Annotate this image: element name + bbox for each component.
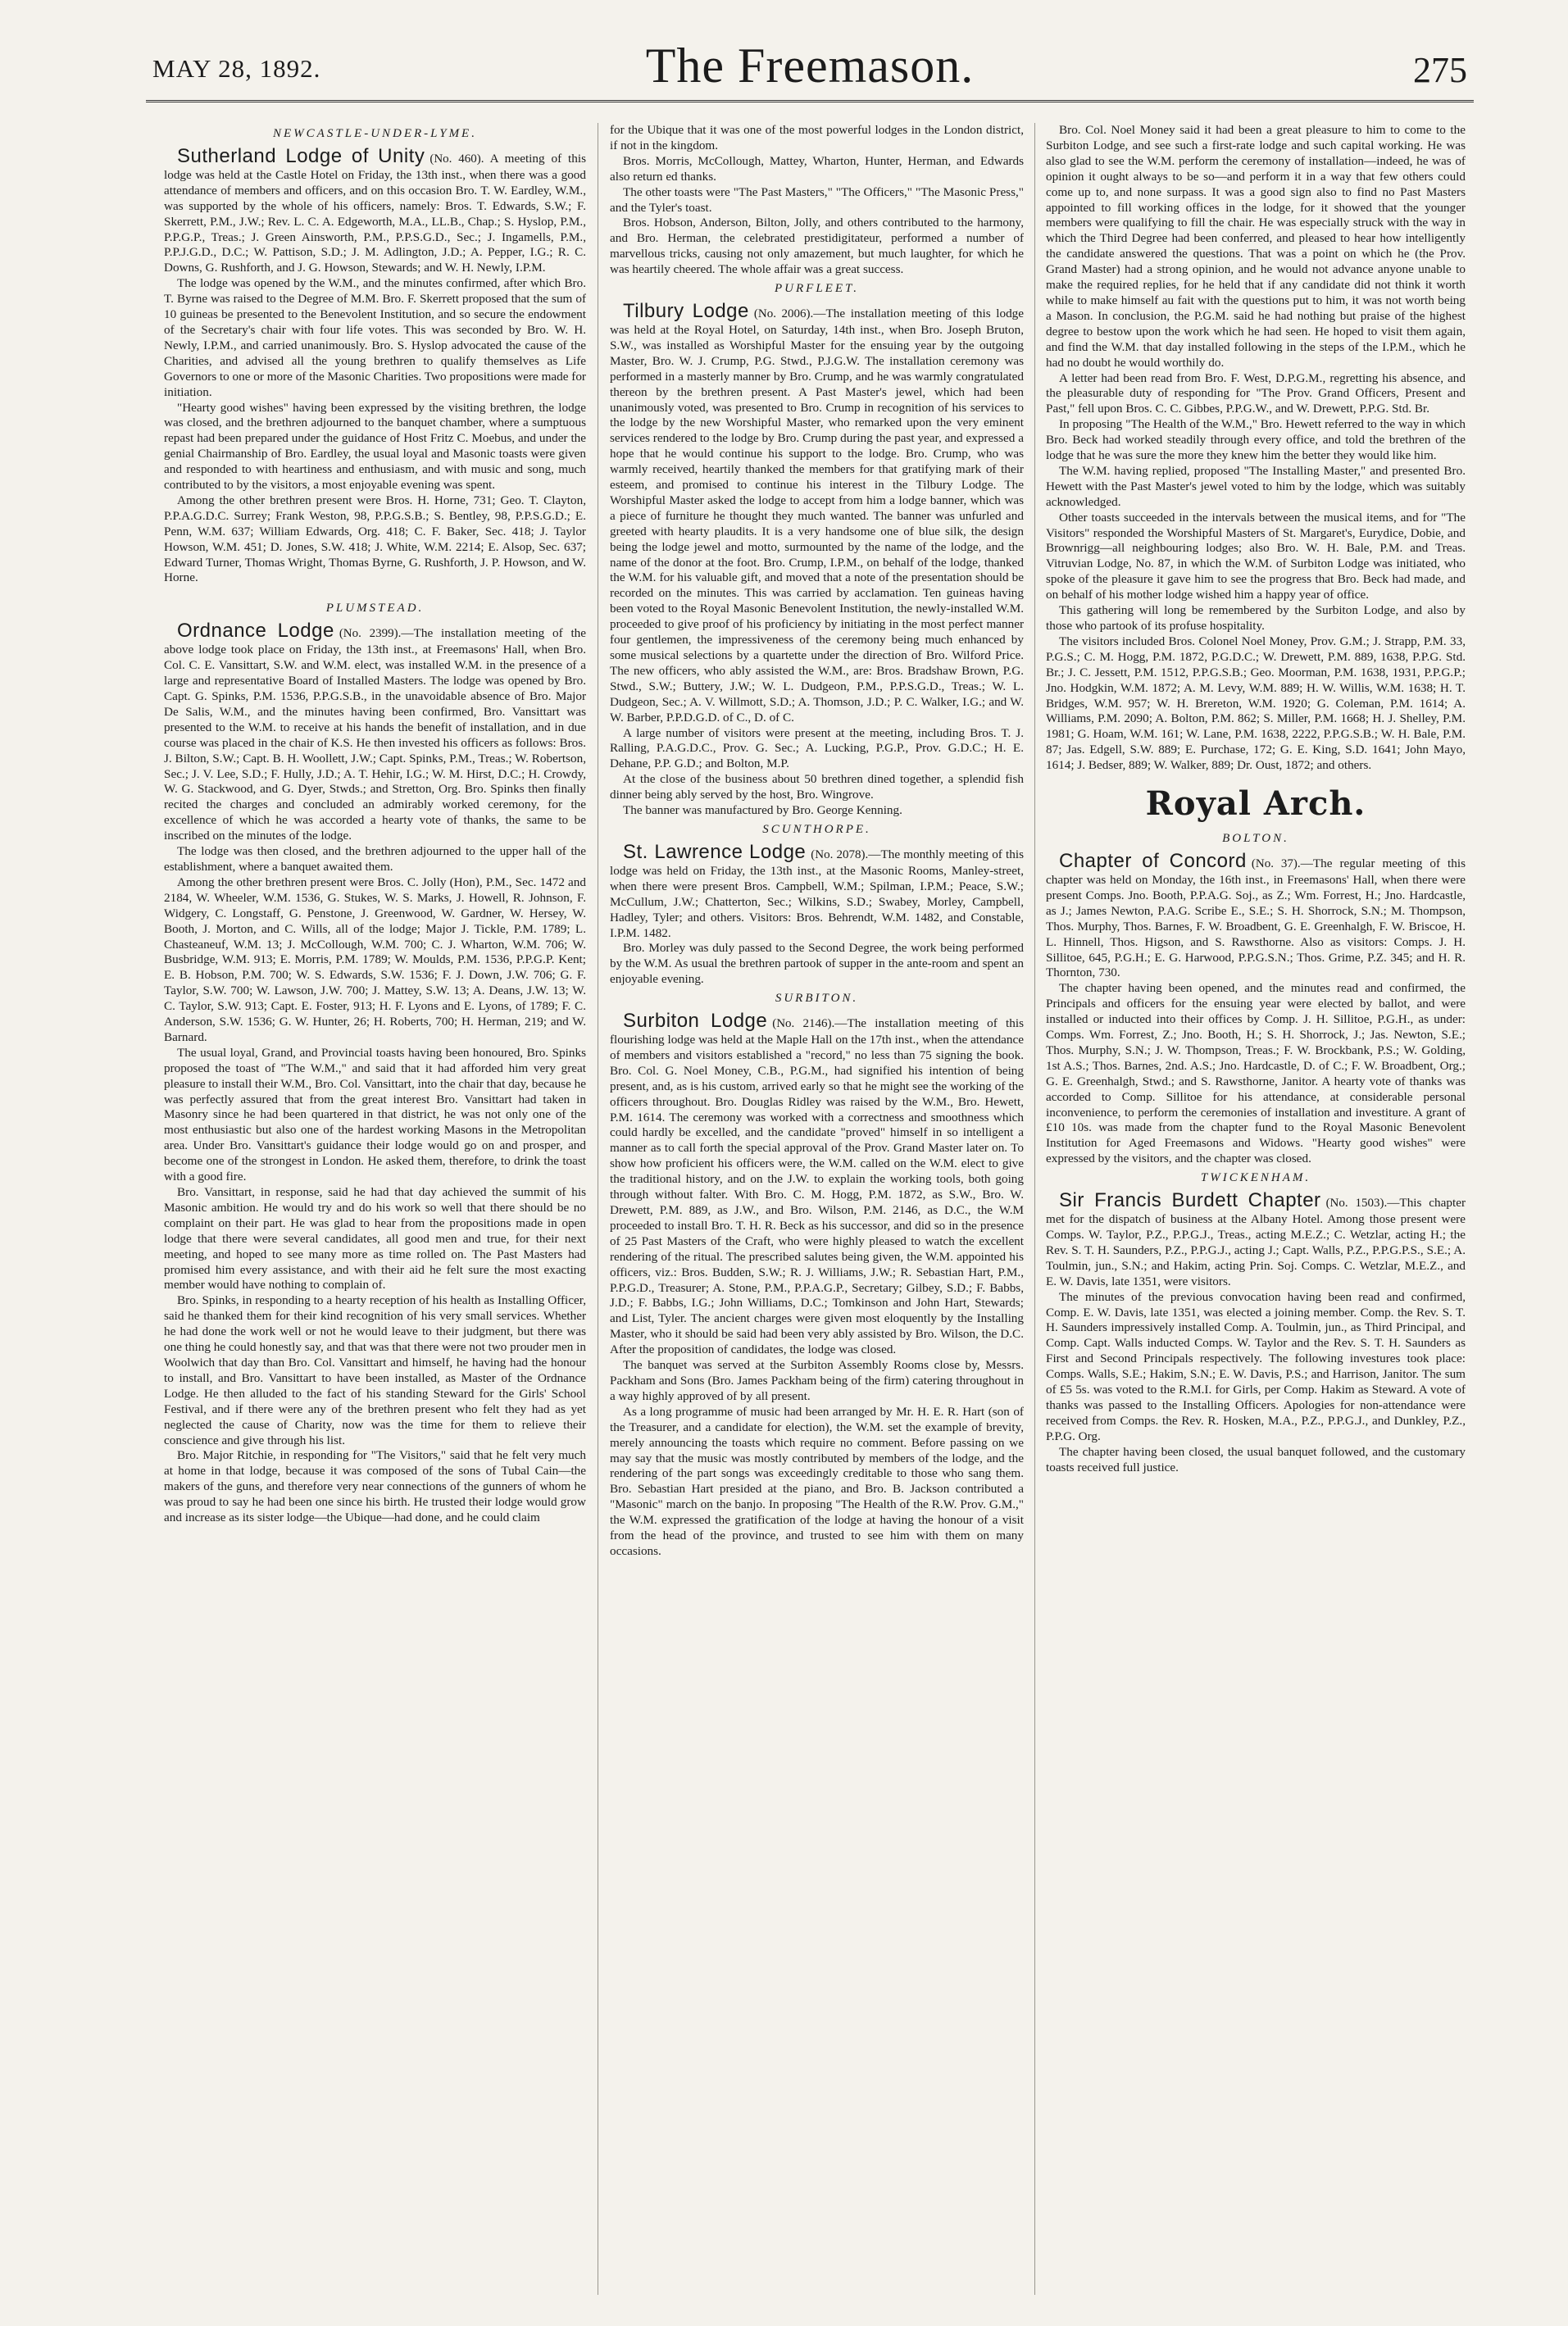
place-heading: TWICKENHAM. xyxy=(1200,1171,1311,1185)
chapter-heading: Sir Francis Burdett Chapter xyxy=(1059,1189,1321,1212)
article-text: —The regular meeting of this chapter was held on Monday, the 16th inst., in Freemasons' Hall, when there were present Comps. Jno. Booth, P.P.A.G. Soj., as Z.; Wm. Forrest, H.; Jno. Hardcastle, as J.; James Newton, P.A.G. Scribe E., S.E.; S. H. Shorrock, S.N.; M. Thompson, Thos. Murphy, Thos. Barnes, F. W. Broadbent, G. E. Greenhalgh, F. W. Briscoe, H. L. Hinnell, Thos. Higson, and S. Rawsthorne. Also as visitors: Comps. J. H. Sillitoe, 645, P.G.H.; E. G. Harwood, P.P.G.S.N.; Thos. Grime, P.Z. 345; and H. R. Thornton, 730. xyxy=(1046,856,1466,980)
lodge-number: (No. 2146). xyxy=(772,1017,835,1031)
place-heading: PLUMSTEAD. xyxy=(325,602,425,616)
place-heading: PURFLEET. xyxy=(775,282,859,296)
article-paragraph: The chapter having been opened, and the minutes read and confirmed, the Principals and officers for the ensuing year were elected by ballot, and were installed or inducted into their offices by Comp. J. H. Sillitoe, P.G.H., as under: Comps. Wm. Forrest, Z.; Jno. Booth, H.; S. H. Shorrock, J.; Jas. Newton, S.E.; Thos. Murphy, S.N.; J. W. Thompson, Treas.; F. W. Brockbank, P.S.; W. Golding, 1st A.S.; Thos. Barnes, 2nd. A.S.; Jno. Hardcastle, D. of C.; F. W. Broadbent, Org.; G. E. Greenhalgh, Stwd.; and S. Rawsthorne, Janitor. A hearty vote of thanks was accorded to Comp. Sillitoe for his attendance, at considerable personal inconvenience, to perform the ceremonies of installation and investiture. A grant of £10 10s. was made from the chapter fund to the Royal Masonic Benevolent Institution for Aged Freemasons and Widows. "Hearty good wishes" were expressed by the visitors, and the chapter was closed. xyxy=(1046,981,1466,1166)
article-paragraph xyxy=(610,841,1024,942)
article-paragraph: The visitors included Bros. Colonel Noel Money, Prov. G.M.; J. Strapp, P.M. 33, P.G.S.; C. M. Hogg, P.M. 1872, P.G.D.C.; W. Drewett, P.M. 889, 1638, P.P.G. Std. Br.; J. C. Jessett, P.M. 1512, P.P.G.S.B.; Geo. Moorman, P.M. 1638, 1931, P.P.G.P.; Jno. Hodgkin, W.M. 1872; A. M. Levy, W.M. 889; H. W. Willis, W.M. 1638; H. T. Bridges, W.M. 957; W. H. Brereton, W.M. 1920; G. Coleman, P.M. 1614; A. Williams, P.M. 2090; A. Bolton, P.M. 862; S. Miller, P.M. 1668; H. J. Shelley, P.M. 1981; G. Hoam, W.M. 161; W. Lane, P.M. 1638, 2222, P.P.G.S.B.; W. H. Bale, P.M. 87; Jas. Edgell, S.W. 889; E. Purchase, 172; G. E. King, S.D. 1641; John Mayo, 1614; J. Bedser, 889; W. Walker, 889; Dr. Oust, 1872; and others. xyxy=(1046,634,1466,773)
article-paragraph: The usual loyal, Grand, and Provincial toasts having been honoured, Bro. Spinks proposed the toast of "The W.M.," and said that it had afforded him very great pleasure to install their W.M., Bro. Col. Vansittart, into the chair that day, because he was perfectly assured that from the great interest Bro. Vansittart had taken in Masonry since he had been quartered in that district, he was not only one of the most enthusiastic but also one of the hardest working Masons in the Metropolitan area. Under Bro. Vansittart's guidance their lodge would go on and prosper, and become one of the strongest in London. He asked them, therefore, to drink the toast with a good fire. xyxy=(164,1045,586,1184)
article-paragraph: Among the other brethren present were Bros. C. Jolly (Hon), P.M., Sec. 1472 and 2184, W. Wheeler, W.M. 1536, G. Stukes, W. S. Marks, J. Howell, R. Johnson, F. Widgery, C. Longstaff, G. Penstone, J. Greenwood, W. Gardner, W. Hersey, W. Booth, J. Morton, and C. Wills, all of the lodge; Major J. Tickle, P.M. 1789; L. Chasteaneuf, W.M. 13; J. McCollough, W.M. 700; C. J. Wharton, W.M. 706; W. Busbridge, W.M. 913; E. Morris, P.M. 1789; W. Moulds, P.M. 1536, P.P.G.P. Kent; E. B. Hobson, P.M. 700; W. S. Edwards, S.W. 1536; F. J. Down, J.W. 706; G. F. Taylor, S.W. 700; W. Lawson, J.W. 700; J. Mattey, S.W. 13; A. Deans, J.W. 13; W. C. Taylor, S.W. 913; Capt. E. Foster, 913; H. F. Lyons and E. Lyons, of 1789; F. C. Anderson, S.W. 1536; G. W. Hunter, 26; H. Roberts, 700; H. Herman, 219; and W. Barnard. xyxy=(164,875,586,1044)
lodge-number: (No. 2078). xyxy=(811,847,869,861)
place-heading: SCUNTHORPE. xyxy=(762,822,871,836)
article-paragraph: Bros. Morris, McCollough, Mattey, Wharton, Hunter, Herman, and Edwards also return ed thanks. xyxy=(610,153,1024,184)
article-paragraph xyxy=(1046,850,1466,981)
chapter-number: (No. 37). xyxy=(1251,856,1301,870)
column-1 xyxy=(164,123,586,2295)
article-paragraph: Bro. Morley was duly passed to the Second Degree, the work being performed by the W.M. As usual the brethren partook of supper in the ante-room and spent an enjoyable evening. xyxy=(610,941,1024,987)
article-paragraph: Bro. Major Ritchie, in responding for "The Visitors," said that he felt very much at home in that lodge, because it was composed of the sons of Tubal Cain—the makers of the guns, and therefore very near connections of the gunners of whom he was proud to say he had been one since his birth. He trusted their lodge would grow and increase as its sister lodge—the Ubique—had done, and he could claim xyxy=(164,1448,586,1525)
article-text: A meeting of this lodge was held at the Castle Hotel on Friday, the 13th inst., when there was a good attendance of members and officers, and on this occasion Bro. T. W. Eardley, W.M., was supported by the whole of his officers, namely: Bros. T. Edwards, S.W.; F. Skerrett, P.M., J.W.; Rev. L. C. A. Edgeworth, M.A., LL.B., Chap.; S. Hyslop, P.M., P.P.G.P., Treas.; J. Green Ainsworth, P.M., P.P.S.G.D., Sec.; J. Ingamells, P.M., P.P.J.G.D., D.C.; W. Pattison, S.D.; J. M. Adlington, J.D.; A. Pepper, I.G.; R. C. Downs, G. Rushforth, and J. G. Howson, Stewards; and W. H. Newly, I.P.M. xyxy=(164,151,586,275)
article-paragraph xyxy=(610,300,1024,726)
article-paragraph: Bro. Vansittart, in response, said he had that day achieved the summit of his Masonic ambition. He would try and do his work so well that there should be no complaint on their part. He was glad to hear from the propositions made in open lodge that there were several candidates, all good men and true, for their next meeting, and hoped to see many more as time rolled on. The Past Masters had promised him every assistance, and with their aid he felt sure the most exacting member would have nothing to complain of. xyxy=(164,1185,586,1292)
lodge-heading: Tilbury Lodge xyxy=(623,299,749,322)
column-rule xyxy=(1034,123,1035,2295)
article-paragraph: The lodge was then closed, and the brethren adjourned to the upper hall of the establishment, where a banquet awaited them. xyxy=(164,844,586,874)
article-paragraph: Other toasts succeeded in the intervals between the musical items, and for "The Visitors" responded the Worshipful Masters of St. Margaret's, Eurydice, Dobie, and Brownrigg—all neighbouring lodges; also Bro. W. H. Bale, P.M. and Treas. Vitruvian Lodge, No. 87, in which the W.M. of Surbiton Lodge was initiated, who spoke of the pleasure it gave him to see the progress that Bro. Beck had made, and on behalf of his mother lodge wished him a happy year of office. xyxy=(1046,510,1466,602)
article-paragraph: The other toasts were "The Past Masters," "The Officers," "The Masonic Press," and the Tyler's toast. xyxy=(610,184,1024,215)
article-paragraph: This gathering will long be remembered by the Surbiton Lodge, and also by those who partook of its profuse hospitality. xyxy=(1046,603,1466,633)
article-text: —The installation meeting of this lodge was held at the Royal Hotel, on Saturday, 14th inst., when Bro. Joseph Bruton, S.W., was installed as Worshipful Master for the ensuing year by the outgoing Master, Bro. W. J. Crump, P.G. Stwd., P.J.G.W. The installation ceremony was performed in a masterly manner by Bro. Crump, and he was warmly congratulated thereon by the brethren present. A Past Master's jewel, which had been unanimously voted, was presented to Bro. Crump in recognition of his services to the lodge by the new Worshipful Master, who remarked upon the very eminent services rendered to the lodge by Bro. Crump during the past year, and expressed a hope that he would continue his support to the lodge. Bro. Crump, who was warmly received, heartily thanked the members for that gratifying mark of their esteem, and promised to continue his interest in the Tilbury Lodge. The Worshipful Master asked the lodge to accept from him a lodge banner, which was a piece of furniture he thought they much wanted. The banner was unfurled and greeted with hearty plaudits. It is a very handsome one of blue silk, the design being the lodge jewel and motto, surmounted by the name of the lodge, and the name of the donor at the foot. Bro. Crump, I.P.M., on behalf of the lodge, thanked the W.M. for his valuable gift, and moved that a note of the presentation should be recorded on the minutes. This was carried by acclamation. Ten guineas having been voted to the Royal Masonic Benevolent Institution, the newly-installed W.M. proceeded to give proof of his proficiency by initiating in the most perfect manner four gentlemen, the impressiveness of the ceremony being much enhanced by some musical selections by a quartette under the direction of Bro. Wilford Price. The new officers, who ably assisted the W.M., are: Bros. Bradshaw Brown, P.G. Stwd., S.W.; Buttery, J.W.; W. L. Dudgeon, P.M., P.P.S.G.D., Treas.; W. L. Dudgeon, Sec.; A. V. Willmott, S.D.; A. Thomson, J.D.; P. C. Walker, I.G.; and W. W. Barber, P.P.D.G.D. of C., D. of C. xyxy=(610,306,1024,725)
place-heading: SURBITON. xyxy=(775,992,859,1006)
place-heading: NEWCASTLE-UNDER-LYME. xyxy=(273,127,477,140)
article-paragraph: The banner was manufactured by Bro. George Kenning. xyxy=(623,803,902,818)
place-heading: BOLTON. xyxy=(1222,832,1289,846)
article-paragraph xyxy=(164,620,586,844)
lodge-number: (No. 2399). xyxy=(339,627,402,641)
chapter-heading: Chapter of Concord xyxy=(1059,849,1247,872)
column-3 xyxy=(1046,123,1466,2295)
article-paragraph: The banquet was served at the Surbiton Assembly Rooms close by, Messrs. Packham and Sons (Bro. James Packham being of the firm) catering throughout in a way highly approved of by all present. xyxy=(610,1358,1024,1403)
article-paragraph: Bro. Col. Noel Money said it had been a great pleasure to him to come to the Surbiton Lodge, and see such a first-rate lodge and such capital working. He was also glad to see the W.M. perform the ceremony of installation—indeed, he was of opinion it ought always to be so—and perform it in a way that few others could come up to, and none surpass. It was a good sign also to find no Past Masters appointed to fill working offices in the lodge, for it showed that the younger members were qualifying to fill the chair. He was especially struck with the way in which the Third Degree had been conferred, and pleased to hear how intelligently the candidate answered the questions. That was a point on which he (the Prov. Grand Master) had a strong opinion, and he would not advance anyone unable to make the required replies, for he held that if any candidate did not think it worth while to make himself au fait with the questions put to him, it was not worth being a Mason. In conclusion, the P.G.M. said he had nothing but praise of the highest degree to bestow upon the work which he had seen. He hoped to visit them again, and find the W.M. that day installed following in the steps of the I.P.M., which he had no doubt he would worthily do. xyxy=(1046,123,1466,370)
article-paragraph: A letter had been read from Bro. F. West, D.P.G.M., regretting his absence, and the pleasurable duty of responding for "The Prov. Grand Officers, Present and Past," fell upon Bros. C. C. Gibbes, P.P.G.W., and W. Drewett, P.P.G. Std. Br. xyxy=(1046,370,1466,416)
chapter-number: (No. 1503). xyxy=(1325,1197,1388,1211)
article-paragraph: As a long programme of music had been arranged by Mr. H. E. R. Hart (son of the Treasurer, and a candidate for election), the W.M. set the example of brevity, merely announcing the toasts which require no comment. Before passing on we may say that the music was mostly contributed by members of the lodge, and the rendering of the part songs was exceedingly creditable to those who sang them. Bro. Sebastian Hart presided at the piano, and Bro. B. Jackson contributed a "Masonic" march on the banjo. In proposing "The Health of the R.W. Prov. G.M.," the W.M. expressed the gratification of the lodge at having the honour of a visit from the head of the province, and trusted to see him with them on many occasions. xyxy=(610,1404,1024,1558)
page-number: 275 xyxy=(1413,50,1467,90)
article-text: —The installation meeting of the above lodge took place on Friday, the 13th inst., at Freemasons' Hall, when Bro. Col. C. E. Vansittart, S.W. and W.M. elect, was installed W.M. in the presence of a large and representative Board of Installed Masters. The lodge was opened by Bro. Capt. G. Spinks, P.M. 1536, P.P.G.S.B., in the unavoidable absence of Bro. Major De Salis, W.M., and the minutes having been confirmed, Bro. Vansittart was presented to the W.M. to receive at his hands the benefit of installation, and in due course was placed in the chair of K.S. He then invested his officers as follows: Bros. J. Bilton, S.W.; Capt. B. H. Woollett, J.W.; Capt. Spinks, P.M., Treas.; W. Robertson, Sec.; J. V. Lee, S.D.; F. Hully, J.D.; A. T. Hehir, I.G.; W. M. Hirst, D.C.; H. Crowdy, W. G. Stackwood, and G. Dyer, Stwds.; and Stretton, Org. Bro. Spinks then finally recited the charges and concluded an admirably worked ceremony, for the excellence of which he was accorded a hearty vote of thanks, the same to be inscribed on the minutes of the lodge. xyxy=(164,626,586,843)
article-paragraph: The chapter having been closed, the usual banquet followed, and the customary toasts received full justice. xyxy=(1046,1444,1466,1474)
article-paragraph xyxy=(164,145,586,276)
lodge-number: (No. 2006). xyxy=(753,307,814,320)
masthead xyxy=(146,18,1474,102)
article-paragraph: Bros. Hobson, Anderson, Bilton, Jolly, and others contributed to the harmony, and Bro. Herman, the celebrated prestidigitateur, performed a number of marvellous tricks, causing not only amazement, but much laughter, for which he was heartily cheered. The whole affair was a great success. xyxy=(610,216,1024,277)
article-paragraph: Bro. Spinks, in responding to a hearty reception of his health as Installing Officer, said he thanked them for their kind recognition of his very small services. Whether he had done the work well or not he would leave to their judgment, but there was one thing he could honestly say, and that was that there were not two prouder men in Woolwich that day than Bro. Col. Vansittart and himself, he having had the honour to install, and Bro. Vansittart to have been installed, as Master of the Ordnance Lodge. He then alluded to the fact of his standing Steward for the Girls' School Festival, and if there were any of the brethren present who felt they had as yet neglected the cause of Charity, now was the time for them to relieve their conscience and give through his list. xyxy=(164,1293,586,1447)
article-paragraph: A large number of visitors were present at the meeting, including Bros. T. J. Ralling, P.A.G.D.C., Prov. G. Sec.; A. Lucking, P.G.P., Prov. G.D.C.; H. E. Dehane, P.P. G.D.; and Bolton, M.P. xyxy=(610,725,1024,771)
newspaper-title: The Freemason. xyxy=(645,39,975,93)
section-heading-royal-arch: Royal Arch. xyxy=(1145,784,1366,824)
article-paragraph: The minutes of the previous convocation having been read and confirmed, Comp. E. W. Davis, late 1351, was elected a joining member. Comp. the Rev. S. T. H. Saunders impressively installed Comp. A. Toulmin, jun., as Third Principal, and Comp. Capt. Walls inducted Comps. W. Taylor and the Rev. S. T. H. Saunders as First and Second Principals respectively. The following investures took place: Comps. Walls, S.E.; Hakim, S.N.; E. W. Davis, P.S.; and Harrison, Janitor. The sum of £5 5s. was voted to the R.M.I. for Girls, per Comp. Hakim as Steward. A vote of thanks was passed to the Installing Officers. Apologies for non-attendance were received from Comps. the Rev. R. Hosken, M.A., P.Z., P.P.G.J., and Dunkley, P.Z., P.P.G. Org. xyxy=(1046,1289,1466,1443)
article-paragraph: The W.M. having replied, proposed "The Installing Master," and presented Bro. Hewett with the Past Master's jewel voted to him by the lodge, which was suitably acknowledged. xyxy=(1046,463,1466,509)
article-paragraph: In proposing "The Health of the W.M.," Bro. Hewett referred to the way in which Bro. Beck had worked steadily through every office, and told the brethren of the lodge that he was sure the more they knew him the better they would like him. xyxy=(1046,417,1466,463)
lodge-heading: Ordnance Lodge xyxy=(177,620,334,643)
lodge-heading: Sutherland Lodge of Unity xyxy=(177,144,425,167)
article-paragraph: "Hearty good wishes" having been expressed by the visiting brethren, the lodge was closed, and the brethren adjourned to the banquet chamber, where a sumptuous repast had been prepared under the guidance of Host Fritz C. Moebus, and under the genial Chairmanship of Bro. Eardley, the usual loyal and Masonic toasts were given and responded to with heartiness and enthusiasm, and with music and song, much contributed to by the visitors, a most enjoyable evening was spent. xyxy=(164,400,586,493)
article-paragraph xyxy=(610,1010,1024,1358)
article-text: —This chapter met for the dispatch of business at the Albany Hotel. Among those present were Comps. W. Taylor, P.Z., P.P.G.J., Treas., acting M.E.Z.; C. Wetzlar, acting H.; the Rev. S. T. H. Saunders, P.Z., P.P.G.J., acting J.; Capt. Walls, P.Z., P.P.G.P.S., S.E.; A. Toulmin, jun., S.N.; and Hakim, acting Prin. Soj. Comps. C. Wetzlar, M.E.Z., and E. W. Davis, late 1351, were visitors. xyxy=(1046,1196,1466,1288)
article-text: —The installation meeting of this flourishing lodge was held at the Maple Hall on the 17th inst., when the attendance of members and visitors established a "record," no less than 75 signing the book. Bro. Col. G. Noel Money, C.B., P.G.M., had signified his intention of being present, and, as is his custom, arrived early so that he might see the working of the officers throughout. Bro. Douglas Ridley was raised by the W.M., Bro. Hewett, P.M. 1614. The ceremony was worked with a correctness and smoothness which could hardly be excelled, and the candidate "proved" himself in so intelligent a manner as to call forth the special approval of the Prov. Grand Master later on. To show how proficient his officers were, the W.M. called on the W.M. elect to give the traditional history, and on the J.W. to explain the working tools, both going through without falter. With Bro. C. M. Hogg, P.M. 1872, as S.W., Bro. W. Drewett, P.M. 889, as J.W., and Bro. Wilson, P.M. 2146, as D.C., the W.M proceeded to install Bro. T. H. R. Beck as his successor, and did so in the presence of 25 Past Masters of the Craft, who were highly pleased to watch the excellent rendering of the ritual. The prescribed salutes being given, the W.M. appointed his officers, viz.: Bros. Budden, S.W.; R. J. Williams, J.W.; R. Sebastian Hart, P.M., P.P.G.D., Treasurer; A. Stone, P.M., P.P.A.G.P., Secretary; Gilbey, S.D.; F. Babbs, J.D.; F. Babbs, I.G.; John Williams, D.C.; Tomkinson and John Hart, Stewards; and List, Tyler. The ancient charges were given most eloquently by the Installing Master, who it should be said had been very ably assisted by Bro. Wilson, the D.C. After the proposition of candidates, the lodge was closed. xyxy=(610,1016,1024,1357)
lodge-number: (No. 460). xyxy=(429,152,484,166)
lodge-heading: Surbiton Lodge xyxy=(623,1010,768,1033)
article-paragraph: for the Ubique that it was one of the most powerful lodges in the London district, if not in the kingdom. xyxy=(610,123,1024,152)
article-paragraph: At the close of the business about 50 brethren dined together, a splendid fish dinner being ably served by the host, Bro. Wingrove. xyxy=(610,772,1024,802)
article-paragraph: Among the other brethren present were Bros. H. Horne, 731; Geo. T. Clayton, P.P.A.G.D.C. Surrey; Frank Weston, 98, P.P.G.S.B.; S. Bentley, 98, P.P.S.G.D.; E. Penn, W.M. 637; William Edwards, Org. 418; C. F. Baker, Sec. 418; J. Taylor Howson, W.M. 451; D. Jones, S.W. 418; J. White, W.M. 2214; E. Alsop, Sec. 637; Edward Turner, Thomas Wright, Thomas Byrne, G. Rushforth, J. P. Howson, and W. Horne. xyxy=(164,493,586,585)
article-paragraph xyxy=(1046,1189,1466,1290)
issue-date: MAY 28, 1892. xyxy=(152,54,321,83)
column-2 xyxy=(610,123,1024,2295)
lodge-heading: St. Lawrence Lodge xyxy=(623,840,807,863)
article-paragraph: The lodge was opened by the W.M., and the minutes confirmed, after which Bro. T. Byrne was raised to the Degree of M.M. Bro. F. Skerrett proposed that the sum of 10 guineas be presented to the Benevolent Institution, and so secure the endowment of the Secretary's chair with four life votes. This was seconded by Bro. W. H. Newly, I.P.M., and carried unanimously. Bro. S. Hyslop advocated the cause of the Charities, and advised all the young brethren to qualify themselves as Life Governors to one or more of the Masonic Charities. Two propositions were made for initiation. xyxy=(164,276,586,399)
article-text: —The monthly meeting of this lodge was held on Friday, the 13th inst., at the Masonic Rooms, Manley-street, when there were present Bros. Campbell, W.M.; Spilman, I.P.M.; Peace, S.W.; McCullum, J.W.; Chatterton, Sec.; Wilkins, S.D.; Swabey, Morley, Campbell, Hadley, Tyler; and others. Visitors: Bros. Behrendt, W.M. 1482, and Constable, I.P.M. 1482. xyxy=(610,847,1024,940)
